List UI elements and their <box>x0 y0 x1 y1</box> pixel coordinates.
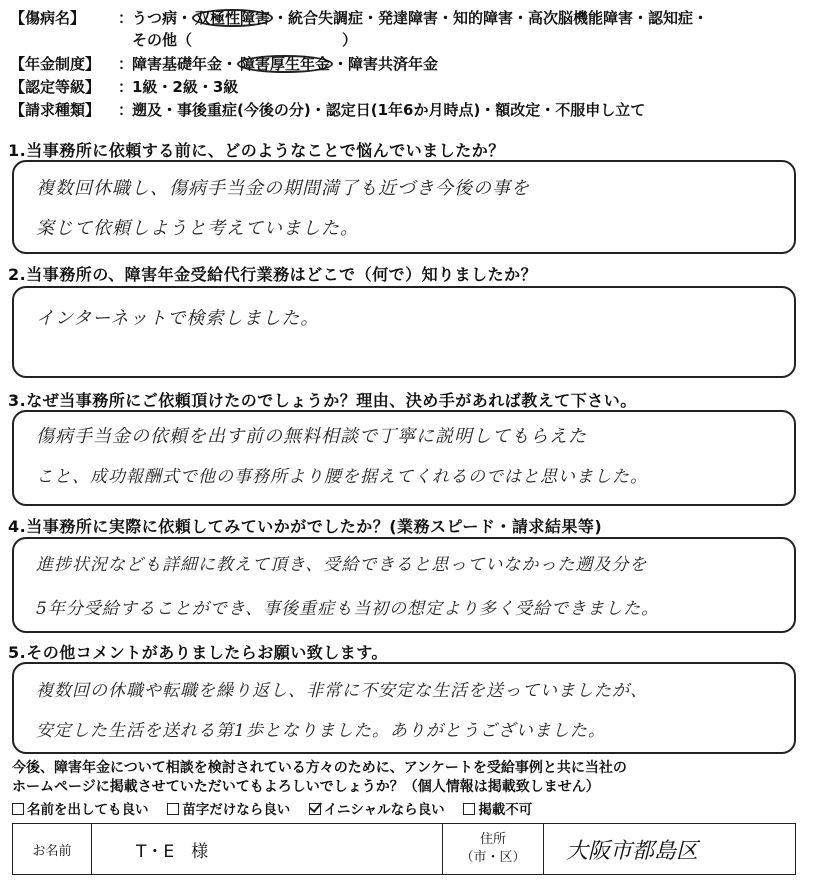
question-5: 5.その他コメントがありましたらお願い致します。 <box>8 643 388 662</box>
address-label-line-1: 住所 <box>479 832 506 847</box>
answer-1-line-1: 複数回休職し、傷病手当金の期間満了も近づき今後の事を <box>36 178 530 199</box>
header-row-claim <box>10 100 645 120</box>
colon: ： <box>118 78 134 96</box>
header-text: ・障害共済年金 <box>333 55 439 73</box>
header-row-pension <box>10 54 438 74</box>
consent-options <box>12 798 546 818</box>
header-label: 【認定等級】 <box>10 78 101 96</box>
header-text: ・統合失調症・発達障害・知的障害・高次脳機能障害・認知症・ <box>273 9 709 27</box>
header-row-disease <box>10 8 708 28</box>
header-row-grade <box>10 77 238 97</box>
header-text: うつ病・ <box>132 9 193 27</box>
answer-4-line-1: 進捗状況なども詳細に教えて頂き、受給できると思っていなかった遡及分を <box>36 555 648 575</box>
consent-note-2: ホームページに掲載させていただいてもよろしいでしょうか？（個人情報は掲載致しません） <box>12 779 600 795</box>
colon: ： <box>118 101 134 119</box>
colon: ： <box>118 9 134 27</box>
checkbox-icon <box>12 803 24 815</box>
header-label: 【請求種類】 <box>10 101 101 119</box>
consent-note-1: 今後、障害年金について相談を検討されている方々のために、アンケートを受給事例と共に当社の <box>12 760 627 776</box>
header-text: 障害基礎年金・ <box>132 55 238 73</box>
name-address-table <box>12 823 796 875</box>
question-2: 2.当事務所の、障害年金受給代行業務はどこで（何で）知りましたか？ <box>8 265 538 284</box>
name-label: お名前 <box>13 824 92 875</box>
circled-option: 双極性障害 <box>192 9 273 27</box>
header-text: 遡及・事後重症(今後の分)・認定日(1年6か月時点)・額改定・不服申し立て <box>132 101 646 119</box>
checkbox-icon <box>463 803 475 815</box>
answer-1-line-2: 案じて依頼しようと考えていました。 <box>36 218 359 239</box>
option-no-publish[interactable] <box>463 802 532 818</box>
answer-box-2 <box>12 286 796 378</box>
name-value: T・E 様 <box>92 824 443 875</box>
answer-3-line-2: こと、成功報酬式で他の事務所より腰を据えてくれるのではと思いました。 <box>36 467 648 487</box>
header-label: 【傷病名】 <box>10 9 86 27</box>
header-label: 【年金制度】 <box>10 55 101 73</box>
question-4: 4.当事務所に実際に依頼してみていかがでしたか？(業務スピード・請求結果等) <box>8 517 603 536</box>
option-label: 名前を出しても良い <box>27 802 149 818</box>
header-text: 1級・2級・3級 <box>132 78 239 96</box>
option-full-name[interactable] <box>12 802 149 818</box>
address-label <box>443 824 544 875</box>
address-label-line-2: （市・区） <box>460 850 526 865</box>
address-value: 大阪市都島区 <box>544 824 796 875</box>
option-label: 苗字だけなら良い <box>182 802 291 818</box>
answer-4-line-2: 5年分受給することができ、事後重症も当初の想定より多く受給できました。 <box>36 599 660 619</box>
checkbox-icon <box>167 803 179 815</box>
option-surname-only[interactable] <box>167 802 290 818</box>
option-label: イニシャルなら良い <box>323 802 445 818</box>
question-3: 3.なぜ当事務所にご依頼頂けたのでしょうか？理由、決め手があれば教えて下さい。 <box>8 391 637 410</box>
circled-option: 障害厚生年金 <box>237 55 333 73</box>
answer-5-line-2: 安定した生活を送れる第1歩となりました。ありがとうございました。 <box>36 721 606 741</box>
question-1: 1.当事務所に依頼する前に、どのようなことで悩んでいましたか？ <box>8 141 505 160</box>
header-text: その他（ ） <box>132 31 358 49</box>
option-label: 掲載不可 <box>478 802 533 818</box>
answer-3-line-1: 傷病手当金の依頼を出す前の無料相談で丁寧に説明してもらえた <box>36 426 587 447</box>
option-initials[interactable] <box>309 802 445 818</box>
answer-5-line-1: 複数回の休職や転職を繰り返し、非常に不安定な生活を送っていましたが、 <box>36 681 648 701</box>
answer-2-line-1: インターネットで検索しました。 <box>36 308 320 329</box>
header-row-other <box>10 30 357 50</box>
colon: ： <box>118 55 134 73</box>
checked-checkbox-icon <box>309 803 321 815</box>
